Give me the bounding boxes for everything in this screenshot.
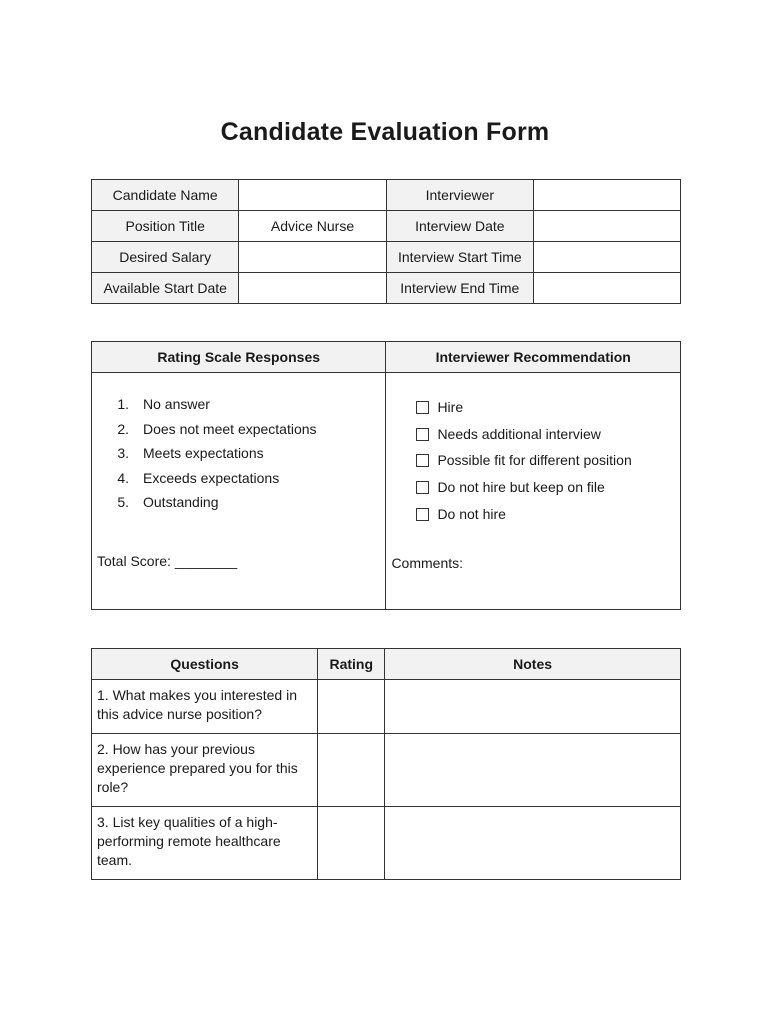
candidate-info-table — [91, 179, 681, 304]
question-text: 1. What makes you interested in this advice nurse position? — [92, 680, 318, 734]
questions-table — [91, 648, 681, 880]
table-row — [92, 273, 681, 304]
comments-field[interactable]: Comments: — [391, 555, 464, 571]
notes-field[interactable] — [385, 807, 681, 880]
interview-start-time-field[interactable] — [534, 242, 681, 273]
table-header-row — [92, 649, 681, 680]
list-number: 5. — [117, 494, 129, 510]
list-text: Outstanding — [143, 494, 219, 510]
interviewer-label: Interviewer — [386, 180, 533, 211]
question-text: 2. How has your previous experience prepared you for this role? — [92, 734, 318, 807]
list-item — [112, 445, 317, 470]
table-header-row — [92, 342, 681, 373]
list-text: No answer — [143, 396, 210, 412]
table-row — [92, 242, 681, 273]
option-keep-on-file[interactable] — [416, 479, 631, 506]
list-text: Meets expectations — [143, 445, 264, 461]
interview-start-time-label: Interview Start Time — [386, 242, 533, 273]
rating-field[interactable] — [318, 680, 385, 734]
list-item — [112, 396, 317, 421]
table-row — [92, 734, 681, 807]
recommendation-header: Interviewer Recommendation — [386, 342, 681, 373]
position-title-field[interactable]: Advice Nurse — [239, 211, 386, 242]
list-number: 3. — [117, 445, 129, 461]
list-number: 4. — [117, 469, 129, 486]
checkbox[interactable] — [416, 454, 429, 467]
list-number: 2. — [117, 420, 129, 437]
form-title: Candidate Evaluation Form — [220, 118, 550, 146]
table-row — [92, 373, 681, 610]
available-start-date-label: Available Start Date — [92, 273, 239, 304]
rating-scale-header: Rating Scale Responses — [92, 342, 386, 373]
rating-scale-list — [112, 396, 317, 519]
table-row — [92, 180, 681, 211]
notes-header: Notes — [385, 649, 681, 680]
list-item — [112, 470, 317, 495]
desired-salary-label: Desired Salary — [92, 242, 239, 273]
list-number: 1. — [117, 396, 129, 412]
candidate-name-field[interactable] — [239, 180, 386, 211]
option-possible-fit[interactable] — [416, 452, 631, 479]
option-hire[interactable] — [416, 399, 631, 426]
rating-field[interactable] — [318, 734, 385, 807]
option-label: Do not hire — [437, 505, 506, 522]
rating-recommendation-table — [91, 341, 681, 610]
recommendation-options — [416, 399, 631, 532]
interview-end-time-label: Interview End Time — [386, 273, 533, 304]
desired-salary-field[interactable] — [239, 242, 386, 273]
notes-field[interactable] — [385, 734, 681, 807]
available-start-date-field[interactable] — [239, 273, 386, 304]
rating-field[interactable] — [318, 807, 385, 880]
interview-date-field[interactable] — [534, 211, 681, 242]
rating-scale-cell — [92, 373, 386, 610]
interviewer-field[interactable] — [534, 180, 681, 211]
checkbox[interactable] — [416, 401, 429, 414]
rating-header: Rating — [318, 649, 385, 680]
recommendation-cell — [386, 373, 681, 610]
list-item — [112, 494, 317, 519]
interview-end-time-field[interactable] — [534, 273, 681, 304]
list-text: Does not meet expectations — [143, 420, 317, 437]
table-row — [92, 680, 681, 734]
position-title-label: Position Title — [92, 211, 239, 242]
table-row — [92, 807, 681, 880]
interview-date-label: Interview Date — [386, 211, 533, 242]
checkbox[interactable] — [416, 508, 429, 521]
question-text: 3. List key qualities of a high-performing remote healthcare team. — [92, 807, 318, 880]
option-needs-additional-interview[interactable] — [416, 426, 631, 453]
checkbox[interactable] — [416, 481, 429, 494]
list-item — [112, 421, 317, 446]
option-label: Hire — [437, 399, 464, 415]
questions-header: Questions — [92, 649, 318, 680]
candidate-name-label: Candidate Name — [92, 180, 239, 211]
option-label: Needs additional interview — [437, 425, 601, 442]
list-text: Exceeds expectations — [143, 469, 280, 486]
option-do-not-hire[interactable] — [416, 506, 631, 533]
option-label: Do not hire but keep on file — [437, 479, 605, 496]
total-score-field[interactable]: Total Score: ________ — [97, 553, 238, 569]
notes-field[interactable] — [385, 680, 681, 734]
option-label: Possible fit for different position — [437, 452, 632, 469]
table-row — [92, 211, 681, 242]
checkbox[interactable] — [416, 428, 429, 441]
